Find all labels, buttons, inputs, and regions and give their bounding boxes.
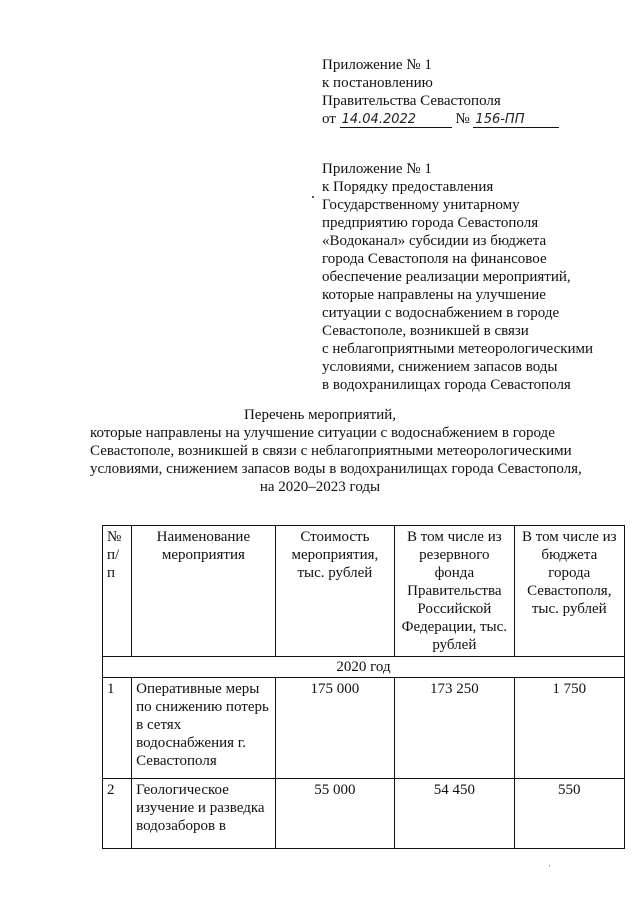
annex-procedure-line: Севастополе, возникшей в связи: [322, 323, 529, 339]
annex-procedure-line: города Севастополя на финансовое: [322, 251, 547, 267]
title-line: Севастополе, возникшей в связи с неблагоприятными метеорологическими: [90, 443, 572, 459]
header-num: № п/п: [103, 526, 132, 657]
row-num: 1: [103, 678, 132, 779]
row-num: 2: [103, 779, 132, 849]
annex-decree-block: [322, 56, 559, 128]
row-budget: 550: [514, 779, 624, 849]
annex-procedure-line: условиями, снижением запасов воды: [322, 359, 558, 375]
table-row: [103, 678, 625, 779]
year-label: 2020 год: [103, 657, 625, 678]
annex-decree-line: Приложение № 1: [322, 57, 432, 73]
decree-number-handwritten: 156-ПП: [473, 113, 559, 128]
scan-speck: [312, 196, 314, 198]
table-header-row: [103, 526, 625, 657]
row-name: Геологическое изучение и разведка водозаборов в: [132, 779, 276, 849]
annex-procedure-line: Приложение № 1: [322, 161, 432, 177]
row-cost: 55 000: [275, 779, 394, 849]
annex-procedure-line: с неблагоприятными метеорологическими: [322, 341, 594, 357]
row-name: Оперативные меры по снижению потерь в сетях водоснабжения г. Севастополя: [132, 678, 276, 779]
number-prefix: №: [455, 111, 470, 127]
annex-procedure-line: предприятию города Севастополя: [322, 215, 539, 231]
document-title: [90, 406, 582, 496]
annex-procedure-block: [322, 160, 622, 394]
header-cost: Стоимость мероприятия, тыс. рублей: [275, 526, 394, 657]
date-prefix: от: [322, 111, 336, 127]
scan-mark: ·: [548, 861, 551, 871]
row-reserve: 54 450: [395, 779, 514, 849]
row-cost: 175 000: [275, 678, 394, 779]
title-line: на 2020–2023 годы: [259, 479, 381, 495]
header-name: Наименование мероприятия: [132, 526, 276, 657]
title-line: условиями, снижением запасов воды в водохранилищах города Севастополя,: [90, 461, 582, 477]
annex-procedure-line: которые направлены на улучшение: [322, 287, 546, 303]
row-budget: 1 750: [514, 678, 624, 779]
decree-date-number-row: [322, 110, 559, 128]
title-line: которые направлены на улучшение ситуации с водоснабжением в городе: [90, 425, 555, 441]
row-reserve: 173 250: [395, 678, 514, 779]
header-reserve: В том числе из резервного фонда Правительства Российской Федерации, тыс. рублей: [395, 526, 514, 657]
header-budget: В том числе из бюджета города Севастополя, тыс. рублей: [514, 526, 624, 657]
annex-procedure-line: в водохранилищах города Севастополя: [322, 377, 571, 393]
table-row: [103, 779, 625, 849]
year-row: [103, 657, 625, 678]
annex-procedure-line: Государственному унитарному: [322, 197, 520, 213]
annex-decree-line: Правительства Севастополя: [322, 93, 501, 109]
title-line: Перечень мероприятий,: [243, 407, 397, 423]
annex-procedure-line: «Водоканал» субсидии из бюджета: [322, 233, 547, 249]
annex-procedure-line: к Порядку предоставления: [322, 179, 494, 195]
annex-procedure-line: обеспечение реализации мероприятий,: [322, 269, 571, 285]
measures-table: [102, 525, 625, 849]
decree-date-handwritten: 14.04.2022: [340, 113, 452, 128]
annex-procedure-line: ситуации с водоснабжением в городе: [322, 305, 560, 321]
annex-decree-line: к постановлению: [322, 75, 433, 91]
